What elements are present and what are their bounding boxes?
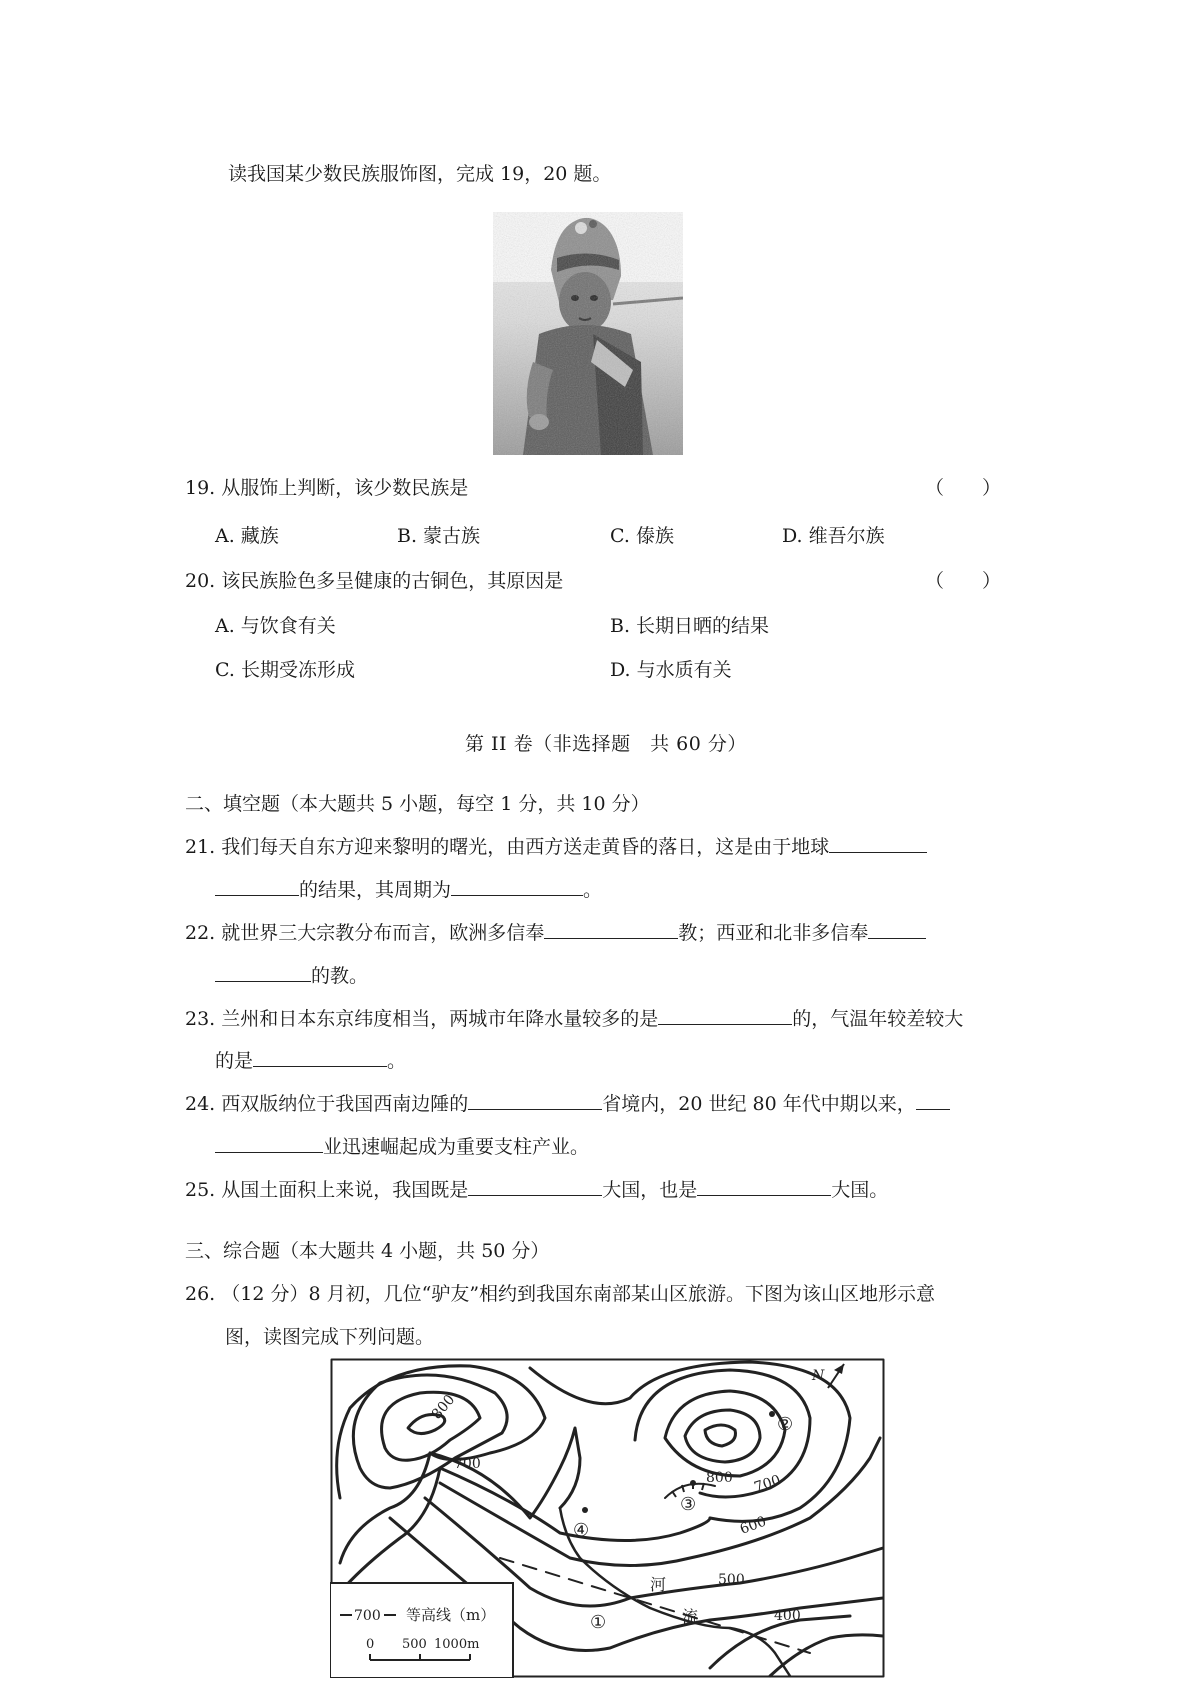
question-24-blank-2b[interactable] (215, 1151, 323, 1153)
question-20-option-c: C. 长期受冻形成 (215, 659, 355, 681)
question-22-blank-1[interactable] (544, 937, 678, 939)
contour-line (340, 1453, 430, 1563)
section-2-heading: 二、填空题（本大题共 5 小题，每空 1 分，共 10 分） (185, 793, 650, 815)
question-21-line-1 (185, 836, 927, 859)
question-24-line-2 (215, 1136, 589, 1159)
child-photo-image (493, 212, 683, 455)
question-25-line (185, 1179, 888, 1202)
scale-label-500: 500 (402, 1637, 427, 1652)
point-4-dot (582, 1507, 588, 1513)
legend-contour-name: 等高线（m） (406, 1606, 496, 1624)
question-22-text-2: 教；西亚和北非多信奉 (678, 922, 869, 944)
topographic-map (330, 1358, 885, 1678)
question-19-option-a: A. 藏族 (215, 525, 279, 547)
question-22-text-1: 22. 就世界三大宗教分布而言，欧洲多信奉 (185, 922, 545, 944)
part-2-title: 第 II 卷（非选择题 共 60 分） (465, 733, 747, 755)
question-21-blank-1b[interactable] (215, 894, 299, 896)
question-25-text-1: 25. 从国土面积上来说，我国既是 (185, 1179, 469, 1201)
question-23-blank-1[interactable] (658, 1023, 792, 1025)
contour-label: 400 (774, 1608, 801, 1624)
scale-label-0: 0 (366, 1637, 375, 1652)
question-21-text-3: 。 (583, 879, 603, 901)
map-legend (330, 1583, 513, 1678)
question-20-stem: 20. 该民族脸色多呈健康的古铜色，其原因是 (185, 570, 564, 592)
question-19-option-d: D. 维吾尔族 (782, 525, 885, 547)
question-23-text-3: 的是 (215, 1050, 254, 1072)
point-1-marker: ① (590, 1612, 607, 1633)
question-20-option-b: B. 长期日晒的结果 (610, 615, 770, 637)
question-26-line-2: 图，读图完成下列问题。 (225, 1326, 435, 1348)
question-22-blank-2b[interactable] (215, 980, 311, 982)
question-24-text-2: 省境内，20 世纪 80 年代中期以来， (602, 1093, 916, 1115)
contour-label: 700 (454, 1456, 481, 1472)
question-19-answer-bracket: （ ） (925, 477, 1002, 499)
question-23-blank-2[interactable] (253, 1065, 387, 1067)
question-22-blank-2a[interactable] (868, 937, 926, 939)
section-3-heading: 三、综合题（本大题共 4 小题，共 50 分） (185, 1240, 550, 1262)
question-25-text-3: 大国。 (831, 1179, 889, 1201)
contour-label: 800 (428, 1391, 459, 1423)
point-3-dot (690, 1480, 696, 1486)
question-21-line-2 (215, 879, 602, 902)
question-25-blank-1[interactable] (468, 1194, 602, 1196)
question-24-blank-1[interactable] (468, 1108, 602, 1110)
question-23-line-1 (185, 1008, 963, 1031)
intro-text: 读我国某少数民族服饰图，完成 19，20 题。 (228, 163, 612, 185)
question-19-option-c: C. 傣族 (610, 525, 674, 547)
question-21-text-1: 21. 我们每天自东方迎来黎明的曙光，由西方送走黄昏的落日，这是由于地球 (185, 836, 830, 858)
question-19-option-b: B. 蒙古族 (397, 525, 481, 547)
question-25-blank-2[interactable] (697, 1194, 831, 1196)
question-23-text-4: 。 (387, 1050, 407, 1072)
question-24-line-1 (185, 1093, 950, 1116)
river-label-2: 流 (682, 1607, 699, 1626)
question-23-line-2 (215, 1050, 406, 1073)
legend-contour-value: 700 (354, 1608, 381, 1624)
contour-label: 800 (706, 1470, 733, 1486)
question-21-blank-2[interactable] (451, 894, 583, 896)
question-20-option-d: D. 与水质有关 (610, 659, 732, 681)
question-23-text-1: 23. 兰州和日本东京纬度相当，两城市年降水量较多的是 (185, 1008, 659, 1030)
question-20-answer-bracket: （ ） (925, 570, 1002, 592)
question-23-text-2: 的，气温年较差较大 (792, 1008, 964, 1030)
contour-line (705, 1425, 735, 1446)
point-2-marker: ② (777, 1414, 794, 1435)
dashed-route-line (500, 1558, 810, 1653)
question-21-text-2: 的结果，其周期为 (299, 879, 452, 901)
question-19-stem: 19. 从服饰上判断，该少数民族是 (185, 477, 469, 499)
point-3-marker: ③ (680, 1494, 697, 1515)
question-26-line-1: 26. （12 分）8 月初，几位“驴友”相约到我国东南部某山区旅游。下图为该山区地形示意 (185, 1283, 936, 1305)
question-24-text-3: 业迅速崛起成为重要支柱产业。 (323, 1136, 590, 1158)
contour-line (685, 1410, 760, 1462)
question-22-line-1 (185, 922, 926, 945)
question-22-text-3: 的教。 (311, 965, 369, 987)
question-24-blank-2a[interactable] (916, 1108, 950, 1110)
point-4-marker: ④ (573, 1520, 590, 1541)
scale-label-1000: 1000m (434, 1637, 480, 1652)
question-20-option-a: A. 与饮食有关 (215, 615, 336, 637)
ethnic-costume-photo (493, 212, 683, 455)
question-25-text-2: 大国，也是 (602, 1179, 698, 1201)
question-22-line-2 (215, 965, 368, 988)
question-24-text-1: 24. 西双版纳位于我国西南边陲的 (185, 1093, 469, 1115)
river-label-1: 河 (650, 1575, 667, 1594)
contour-label: 500 (718, 1572, 745, 1588)
contour-label: 600 (737, 1513, 769, 1538)
north-label: N (812, 1368, 825, 1384)
contour-line (382, 1392, 480, 1460)
contour-line (440, 1438, 880, 1566)
contour-label: 700 (752, 1472, 783, 1496)
contour-map-svg (330, 1358, 885, 1678)
point-2-dot (769, 1411, 775, 1417)
question-21-blank-1a[interactable] (829, 851, 927, 853)
